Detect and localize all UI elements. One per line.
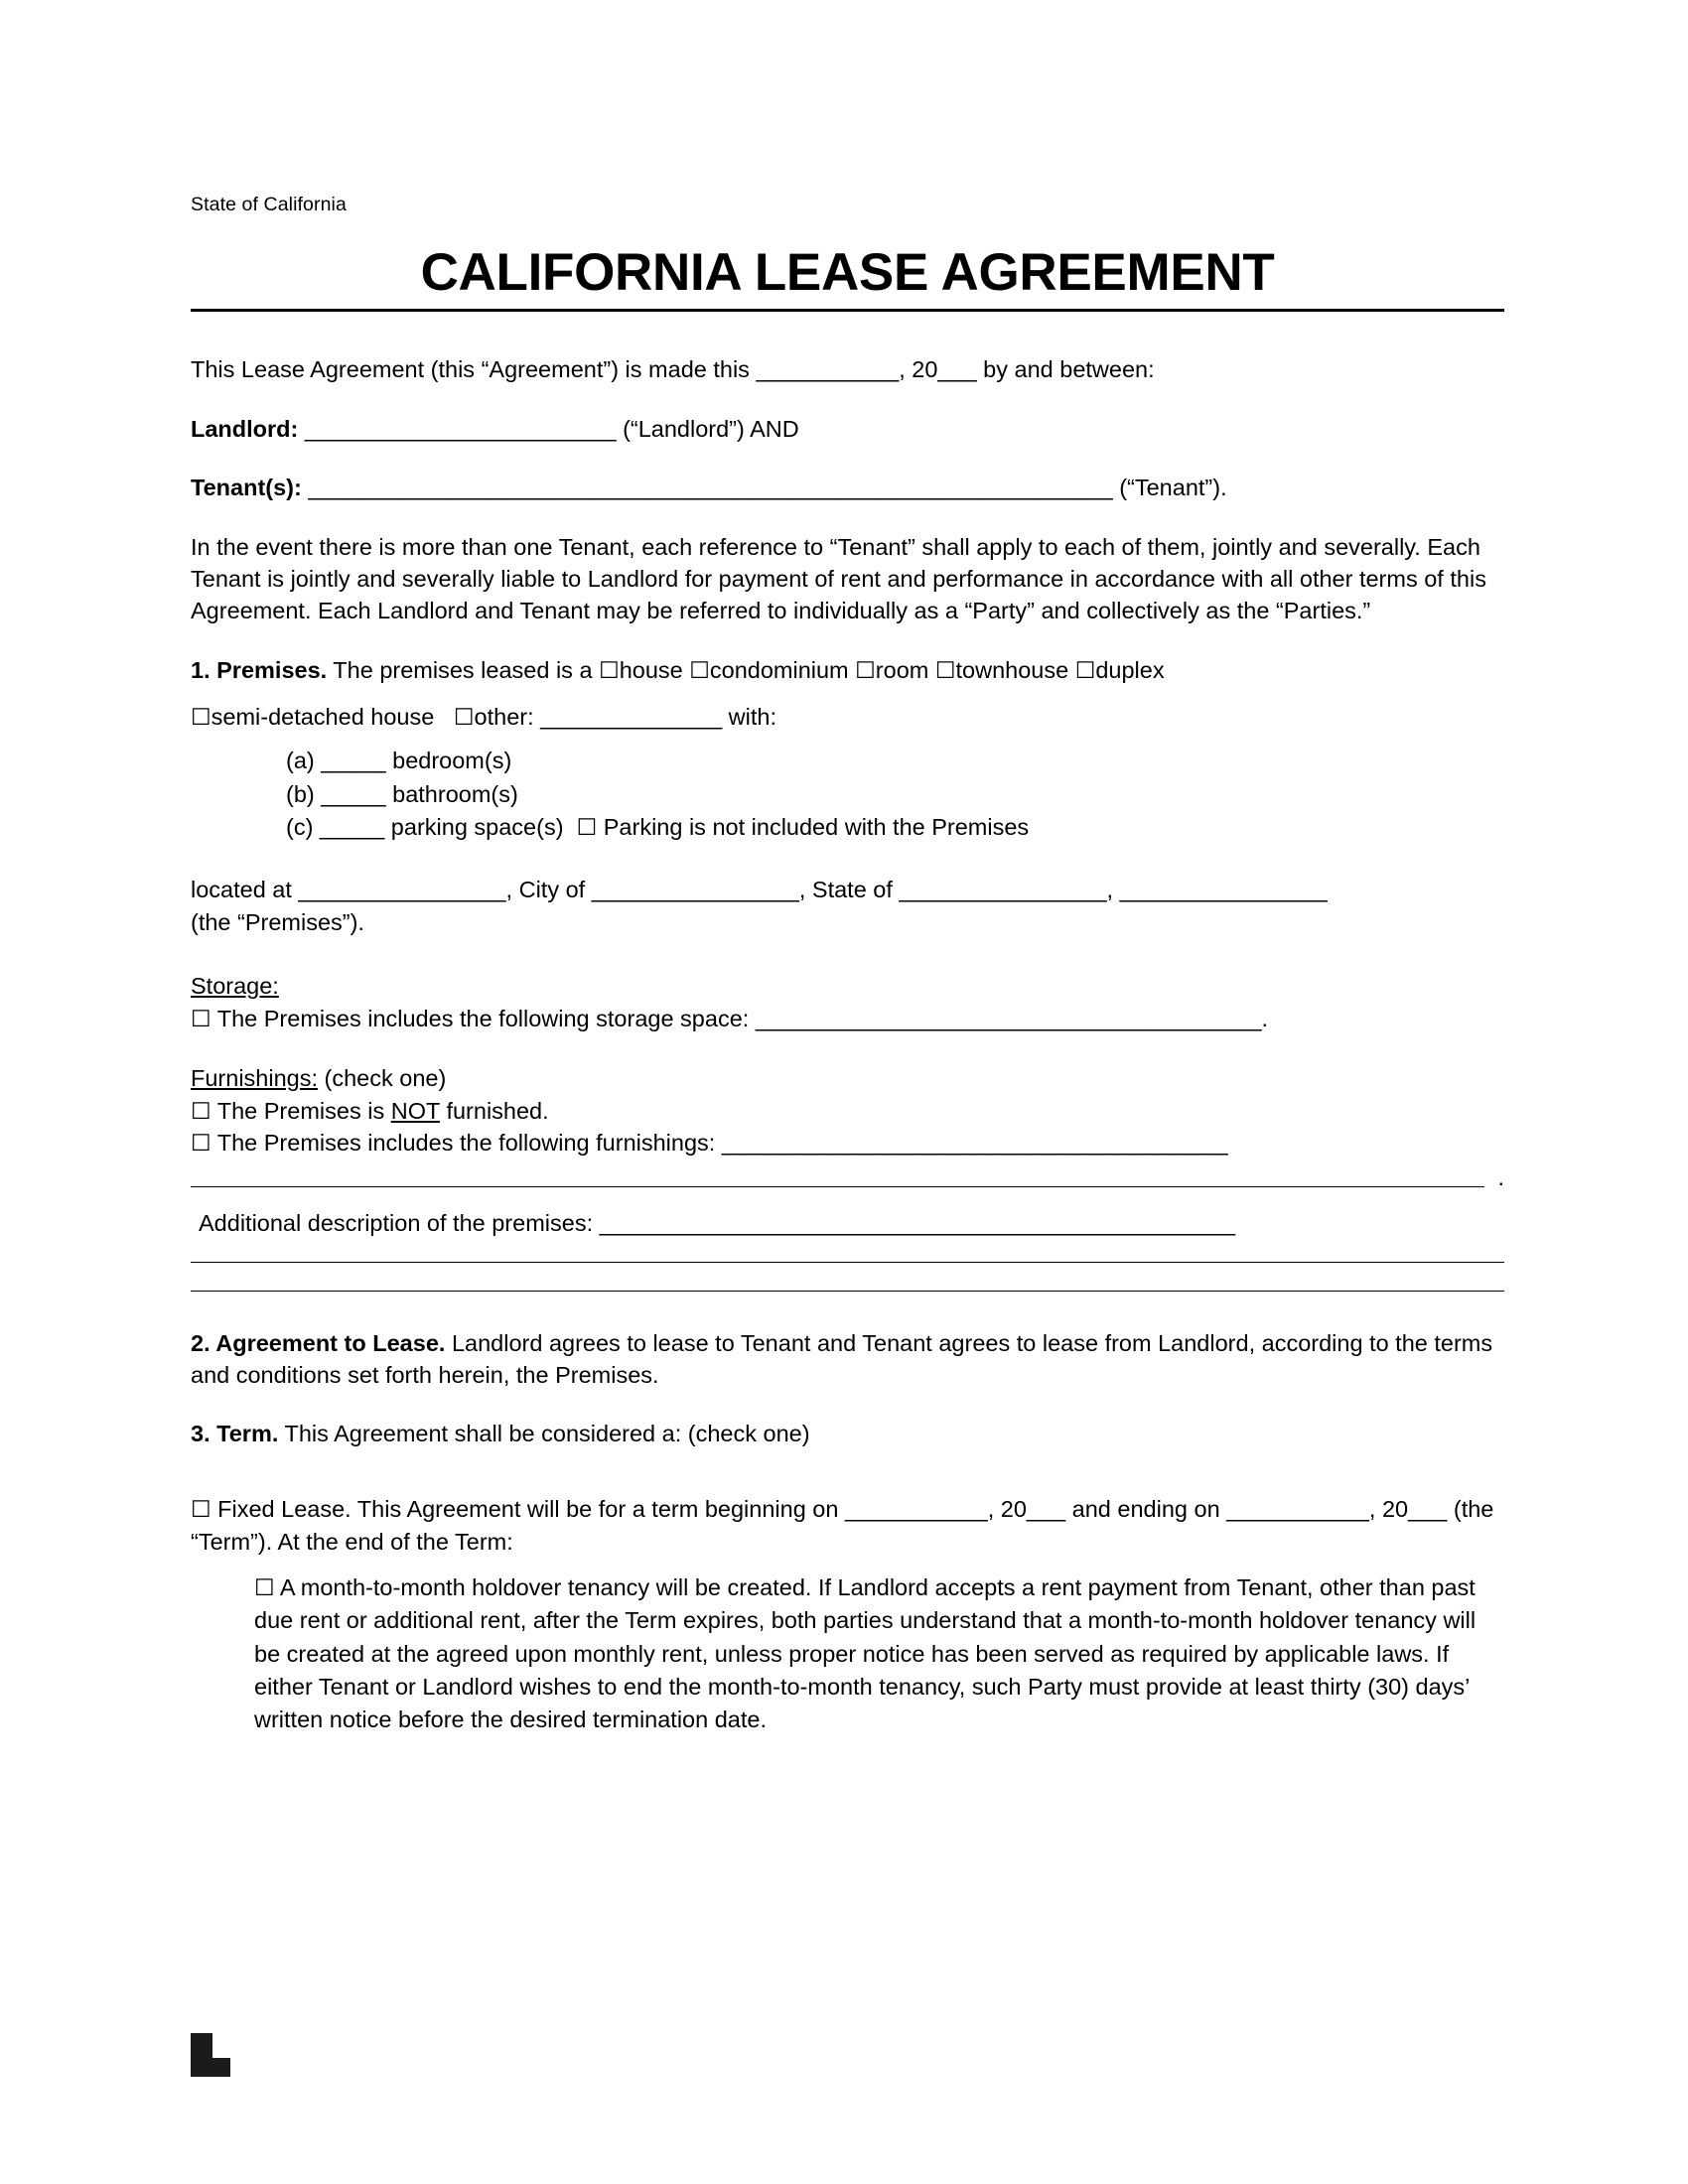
checkbox-semi-detached-icon[interactable]: ☐ (191, 703, 211, 730)
term-fixed-lease-block (191, 1493, 1504, 1737)
tenant-blank: ______________________________________________________________ (“Tenant”). (301, 475, 1227, 501)
storage-option-label: The Premises includes the following storage space: _______________________________________. (216, 1005, 1269, 1031)
additional-description-block (191, 1207, 1504, 1291)
furnishings-option-includes (191, 1127, 1504, 1160)
storage-option-row (191, 1003, 1504, 1035)
option-condominium-label: condominium (709, 656, 849, 683)
premises-location-block (191, 874, 1504, 938)
checkbox-fixed-lease-icon[interactable]: ☐ (191, 1495, 211, 1522)
furnishings-heading: Furnishings: (191, 1065, 318, 1092)
option-room-label: room (875, 656, 929, 683)
checkbox-condominium-icon[interactable]: ☐ (689, 656, 710, 683)
landlord-line (191, 413, 1504, 445)
checkbox-no-parking-icon[interactable]: ☐ (576, 813, 598, 840)
checkbox-holdover-icon[interactable]: ☐ (254, 1574, 275, 1601)
logo-notch (212, 2033, 230, 2058)
option-duplex-label: duplex (1095, 656, 1165, 683)
option-semi-detached-label: semi-detached house (211, 703, 435, 730)
holdover-label: A month-to-month holdover tenancy will be created. If Landlord accepts a rent payment from Tenant, other than past due rent or additional rent, after the Term expires, both parties understand that a month-to-month holdover tenancy will be created at the agreed upon monthly rent, unless proper notice has been served as required by applicable laws. If either Tenant or Landlord wishes to end the month-to-month tenancy, such Party must provide at least thirty (30) days’ written notice before the desired termination date. (254, 1574, 1477, 1733)
premises-location-line: located at ________________, City of ________________, State of ________________, ________________ (191, 877, 1328, 903)
legal-templates-logo (191, 2033, 230, 2077)
landlord-label: Landlord: (191, 415, 299, 442)
furnishings-block (191, 1062, 1504, 1189)
state-line: State of California (191, 194, 347, 215)
premises-number-label: 1. Premises. (191, 656, 328, 683)
furnishings-option-1-not: NOT (390, 1097, 440, 1124)
tenant-label: Tenant(s): (191, 475, 302, 501)
title-container (191, 244, 1504, 312)
premises-location-line2: (the “Premises”). (191, 908, 364, 935)
option-townhouse-label: townhouse (955, 656, 1069, 683)
term-text: This Agreement shall be considered a: (check one) (278, 1421, 810, 1447)
furnishings-blank-line (191, 1160, 1504, 1189)
premises-item-bedrooms: (a) _____ bedroom(s) (286, 748, 512, 774)
tenant-line (191, 472, 1504, 503)
premises-item-parking (286, 811, 1504, 844)
storage-block (191, 970, 1504, 1034)
checkbox-storage-icon[interactable]: ☐ (191, 1005, 211, 1031)
premises-item-parking-text: (c) _____ parking space(s) (286, 813, 564, 840)
checkbox-house-icon[interactable]: ☐ (599, 656, 620, 683)
furnishings-option-2-label: The Premises includes the following furnishings: _______________________________________ (216, 1130, 1228, 1157)
checkbox-townhouse-icon[interactable]: ☐ (934, 656, 956, 683)
section-premises (191, 654, 1504, 845)
furnishings-heading-tail: (check one) (318, 1065, 447, 1092)
additional-description-rule-1 (191, 1262, 1504, 1263)
term-number-label: 3. Term. (191, 1421, 279, 1447)
agreement-to-lease-text: Landlord agrees to lease to Tenant and Tenant agrees to lease from Landlord, according to the terms and conditions set forth herein, the Premises. (191, 1329, 1493, 1389)
checkbox-room-icon[interactable]: ☐ (855, 656, 876, 683)
premises-lead-in: The premises leased is a (327, 656, 593, 683)
furnishings-rule (191, 1186, 1484, 1187)
furnishings-heading-row (191, 1062, 1504, 1094)
furnishings-trailing-period: . (1497, 1164, 1504, 1191)
option-other-label: other: ______________ (474, 703, 723, 730)
premises-items (286, 745, 1504, 844)
holdover-row (254, 1571, 1494, 1737)
section-term-heading (191, 1418, 1504, 1449)
option-row2-tail: with: (722, 703, 777, 730)
logo-mark-icon (191, 2033, 230, 2077)
agreement-to-lease-number-label: 2. Agreement to Lease. (191, 1329, 446, 1356)
furnishings-option-1-pre: The Premises is (216, 1097, 391, 1124)
checkbox-other-icon[interactable]: ☐ (453, 703, 475, 730)
storage-heading: Storage: (191, 973, 279, 1000)
fixed-lease-row (191, 1493, 1504, 1558)
premises-item-bathrooms: (b) _____ bathroom(s) (286, 780, 518, 807)
furnishings-option-not-furnished (191, 1095, 1504, 1128)
option-house-label: house (619, 656, 683, 683)
page-title: CALIFORNIA LEASE AGREEMENT (420, 243, 1275, 302)
multi-tenant-paragraph: In the event there is more than one Tenant, each reference to “Tenant” shall apply to each of them, jointly and severally. Each Tenant is jointly and severally liable to Landlord for payment of rent and performance in accordance with all other terms of this Agreement. Each Landlord and Tenant may be referred to individually as a “Party” and collectively as the “Parties.” (191, 533, 1486, 624)
checkbox-furnishings-included-icon[interactable]: ☐ (191, 1130, 211, 1157)
premises-lead-row (191, 654, 1504, 687)
premises-options-row2 (191, 701, 1504, 734)
checkbox-duplex-icon[interactable]: ☐ (1074, 656, 1096, 683)
no-parking-label: Parking is not included with the Premises (603, 813, 1030, 840)
additional-description-line: Additional description of the premises: _________________________________________________ (199, 1210, 1236, 1237)
checkbox-not-furnished-icon[interactable]: ☐ (191, 1097, 211, 1124)
landlord-blank: ________________________ (“Landlord”) AND (298, 415, 799, 442)
furnishings-option-1-post: furnished. (439, 1097, 549, 1124)
fixed-lease-label: Fixed Lease. This Agreement will be for a term beginning on ___________, 20___ and ending on ___________, 20___ (the “Term”). At the end of the Term: (191, 1495, 1494, 1555)
intro-paragraph: This Lease Agreement (this “Agreement”) is made this ___________, 20___ by and between: (191, 356, 1155, 383)
section-agreement-to-lease (191, 1327, 1504, 1392)
